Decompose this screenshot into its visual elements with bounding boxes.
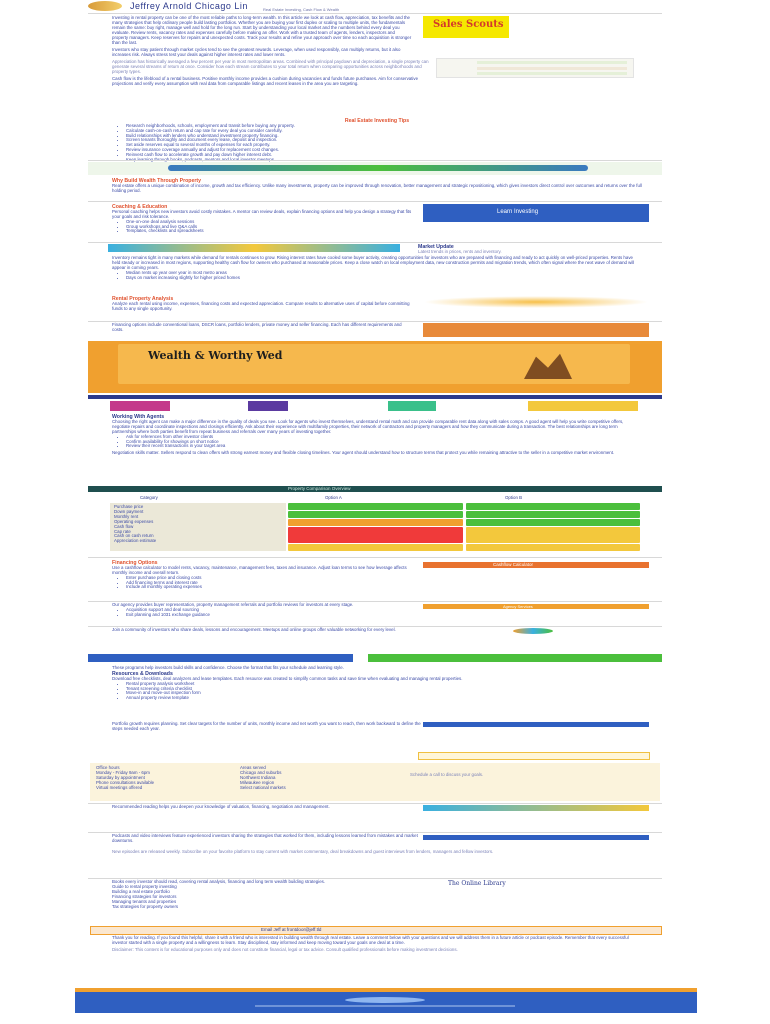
program-bar-green[interactable] <box>368 654 662 662</box>
table-cell-green <box>466 511 640 518</box>
section-title: Coaching & Education <box>112 204 168 210</box>
divider <box>88 201 662 202</box>
table-category-column: Purchase price Down payment Monthly rent Operating expenses Cash flow Cap rate Cash on cash return Appreciation estimate <box>110 503 286 551</box>
table-cell-green <box>466 503 640 510</box>
section-market-body: Inventory remains tight in many markets while demand for rentals continues to grow. Rising interest rates have cooled some buyer activity, creating opportunities for investors who are prepared with financing and ready to act quickly on well-priced properties. Rents have held steady or increased in most regions, supporting healthy cash flow for owners who purchased at reasonable prices. Keep a close watch on local employment data, new construction permits and migration trends, which often signal where the next wave of demand will appear in coming years. • Median rents up year over year in most metro areas • Days on market increasing slightly for higher priced homes <box>112 256 642 294</box>
section-library-intro: Recommended reading helps you deepen your knowledge of valuation, financing, negotiation and management. <box>112 804 330 809</box>
section-title: Market Update <box>418 244 454 250</box>
section-calculator-text: Financing Options Use a cashflow calculator to model rents, vacancy, maintenance, management fees, taxes and insurance. Adjust loan terms to see how leverage affects monthly income and overall return. • Enter purchase price and closing costs • Add financing terms and interest rate • Include all monthly operating expenses <box>112 560 422 600</box>
section-agents: Working With Agents Choosing the right agent can make a major difference in the quality of deals you see. Look for agents who invest themselves, understand rental math and can provide comparable rent data along with sales comps. A good agent will help you write competitive offers, negotiate repairs and coordinate inspections and closings efficiently. Ask about their experience with multifamily properties, their network of contractors and property managers and how they communicate during a transaction. The best relationships are long term partnerships where both parties benefit from repeat business and referrals over many years of investing together. • Ask for references from other investor clients • Confirm availability for showings on short notice • Review their recent transactions in your target area Negotiation skills matter. Sellers respond to clean offers with strong earnest money and flexible closing timelines. Your agent should understand how to structure terms that protect you while remaining attractive to the seller in a competitive market environment. <box>112 414 642 486</box>
site-footer <box>75 988 697 1013</box>
table-header-cell: Option A <box>325 495 342 500</box>
thumbnail-2[interactable] <box>248 401 288 411</box>
colorful-banner-image[interactable] <box>108 244 400 252</box>
site-tagline: Real Estate Investing, Cash Flow & Wealth <box>263 7 340 12</box>
table-header-strip <box>88 486 662 492</box>
community-logo <box>423 628 649 642</box>
wealth-forum-banner[interactable] <box>88 341 662 393</box>
calculator-banner[interactable] <box>423 562 649 568</box>
table-cell-yellow <box>466 527 640 543</box>
section-title: Why Build Wealth Through Property <box>112 178 201 184</box>
table-cell-red <box>288 527 463 543</box>
services-banner[interactable] <box>423 604 649 609</box>
section-title: Working With Agents <box>112 414 165 420</box>
section-title: Rental Property Analysis <box>112 296 174 302</box>
table-cell-green <box>288 511 463 518</box>
section-podcast-body: New episodes are released weekly. Subscribe on your favorite platform to stay current with market commentary, deal breakdowns and guest interviews from lenders, managers and fellow investors. <box>112 849 494 854</box>
table-cell-yellow <box>288 544 463 551</box>
section-library-list: Books every investor should read, covering rental analysis, financing and long term wealth building strategies. Guide to rental property investing Building a real estate portfolio Financing strategies for investors Managing tenants and properties Tax strategies for property owners <box>112 879 326 909</box>
navy-strip <box>88 395 662 399</box>
divider <box>88 242 662 243</box>
program-bar-blue[interactable] <box>88 654 353 662</box>
resource-body: Portfolio growth requires planning. Set clear targets for the number of units, monthly income and net worth you want to reach, then work backward to define the steps needed each year. <box>112 721 421 731</box>
email-text: Email Jeff at frontdoor@jeff.tld <box>261 927 322 932</box>
thumbnail-1[interactable] <box>110 401 170 411</box>
promo-image-sales[interactable] <box>423 16 509 38</box>
banner-text: Cashflow Calculator <box>493 562 534 567</box>
table-preview-image <box>436 58 634 78</box>
table-header-cell: Category <box>140 495 158 500</box>
section-why-wealth: Why Build Wealth Through Property Real estate offers a unique combination of income, growth and tax efficiency. Unlike many investments, property can be improved through renovation, better management and strategic repositioning, which gives investors direct control over outcomes and returns over the full holding period. <box>112 178 642 193</box>
footer-logo[interactable] <box>345 997 425 1003</box>
table-header-row <box>110 494 640 502</box>
section-community: Join a community of investors who share deals, lessons and encouragement. Meetups and online groups offer valuable networking for every level. <box>112 627 396 632</box>
market-update-head: Market Update Latest trends in prices, rents and inventory. <box>418 244 628 256</box>
section-resources: These programs help investors build skills and confidence. Choose the format that fits your schedule and learning style. Resources & Downloads Download free checklists, deal analyzers and lease templates. Each resource was created to simplify common tasks and save time when evaluating and managing rental properties. • Rental property analysis worksheet • Tenant screening criteria checklist • Move-in and move-out inspection form • Annual property review template <box>112 666 642 720</box>
table-title: Property Comparison Overview <box>288 486 351 491</box>
section-coaching: Coaching & Education Personal coaching helps new investors avoid costly mistakes. A mentor can review deals, explain financing options and help you design a strategy that fits your goals and risk tolerance. • One-on-one deal analysis sessions • Group workshops and live Q&A calls • Templates, checklists and spreadsheets <box>112 204 412 240</box>
thumbnail-4[interactable] <box>528 401 638 411</box>
section-rental-analysis: Rental Property Analysis Analyze each rental using income, expenses, financing costs and expected appreciation. Compare results to alternative uses of capital before committing funds to any single opportunity. <box>112 296 412 322</box>
body-text-block-2: Appreciation has historically averaged a few percent per year in most metropolitan areas. Combined with principal paydown and depreciation, a single property can generate several streams of return at once. Consider how each stream contributes to your total return when comparing opportunities across neighborhoods and property types. Cash flow is the lifeblood of a rental business. Positive monthly income provides a cushion during vacancies and funds future purchases. Aim for conservative projections and verify every assumption with real data from comparable listings and recent leases in the area you are targeting. <box>112 59 429 86</box>
tips-list-block: Real Estate Investing Tips • Research neighborhoods, schools, employment and transit before buying any property. • Calculate cash-on-cash return and cap rate for every deal you consider carefully. • Build relationships with lenders who understand investment property financing. • Screen tenants thoroughly and document every lease, deposit and inspection. • Set aside reserves equal to several months of expenses for each property. • Review insurance coverage annually and adjust for replacement cost changes. • Reinvest cash flow to accelerate growth and pay down higher interest debt. • <box>112 118 642 158</box>
section-services: Our agency provides buyer representation, property management referrals and portfolio reviews for investors at every stage. • Acquisition support and deal sourcing • Exit planning and 1031 exchange guidance <box>112 603 422 625</box>
section-title: Real Estate Investing Tips <box>344 118 410 124</box>
section-financing: Financing options include conventional loans, DSCR loans, portfolio lenders, private money and seller financing. Each has different requirements and costs. <box>112 322 402 332</box>
table-cell-orange <box>288 519 463 526</box>
table-cell-green <box>466 519 640 526</box>
sun-graphic <box>423 296 649 308</box>
header-divider <box>88 13 662 14</box>
section-closing: Thank you for reading. If you found this helpful, share it with a friend who is interested in building wealth through real estate. Leave a comment below with your questions and we will address them in a future article or podcast episode. Remember that every successful investor started with a single property and a willingness to learn. Stay disciplined, stay informed and keep moving toward your goals one deal at a time. Disclaimer: This content is for educational purposes only and does not constitute financial, legal or tax advice. Consult qualified professionals before making investment decisions. <box>112 935 629 952</box>
divider <box>88 557 662 558</box>
section-podcast: Podcasts and video interviews feature experienced investors sharing the strategies that worked for them, including lessons learned from mistakes and market downturns. <box>112 833 418 843</box>
banner-text: Learn Investing <box>497 209 539 215</box>
section-title: Financing Options <box>112 560 158 566</box>
financing-image[interactable] <box>423 323 649 337</box>
site-logo[interactable] <box>88 1 122 11</box>
learn-investing-banner[interactable] <box>423 204 649 222</box>
library-heading: The Online Library <box>448 880 506 887</box>
email-strip[interactable] <box>90 926 662 935</box>
podcast-banner[interactable] <box>423 835 649 840</box>
site-title[interactable]: Jeffrey Arnold Chicago Lin <box>130 1 248 11</box>
intro-text-block: Investing in rental property can be one of the most reliable paths to long-term wealth. In this article we look at cash flow, appreciation, tax benefits and the many strategies that help ordinary people build lasting portfolios. Whether you are buying your first duplex or scaling to multiple units, the fundamentals remain the same: buy right, manage well and hold for the long run. Start by understanding your local market and the numbers behind every deal you evaluate. Review rents, vacancy rates and expenses carefully before making an offer. Work with a trusted team of agents, lenders, inspectors and property managers. Keep reserves for repairs and unexpected costs. Track your results and refine your approach over time so each acquisition is stronger than the last. Investors who stay patient through market cycles tend to see the greatest rewards. Leverage, when used responsibly, can multiply returns, but it also increases risk. Always stress test your deals against higher interest rates and lower rents. <box>112 15 412 58</box>
notice-bar <box>418 752 650 760</box>
thumbnail-3[interactable] <box>388 401 436 411</box>
contact-info-box: Office hours Monday - Friday 9am - 6pm Saturday by appointment Phone consultations available Virtual meetings offered Areas served Chicago and suburbs Northwest Indiana Milwaukee region Select national markets Schedule a call to discuss your goals. <box>90 763 660 801</box>
promo-image-text: Sales Scouts <box>433 19 504 30</box>
divider <box>88 160 662 161</box>
table-cell-yellow <box>466 544 640 551</box>
table-cell-green <box>288 503 463 510</box>
table-header-cell: Option B <box>505 495 523 500</box>
section-title: Resources & Downloads <box>112 670 173 677</box>
wide-banner-image[interactable] <box>88 162 662 175</box>
site-header <box>88 0 662 12</box>
resource-banner[interactable] <box>423 722 649 727</box>
article-page <box>88 0 662 1024</box>
library-image[interactable] <box>423 805 649 811</box>
banner-text: Agency Services <box>503 604 533 609</box>
library-heading-image <box>448 880 648 888</box>
banner-title: Wealth & Worthy Wed <box>148 349 283 362</box>
